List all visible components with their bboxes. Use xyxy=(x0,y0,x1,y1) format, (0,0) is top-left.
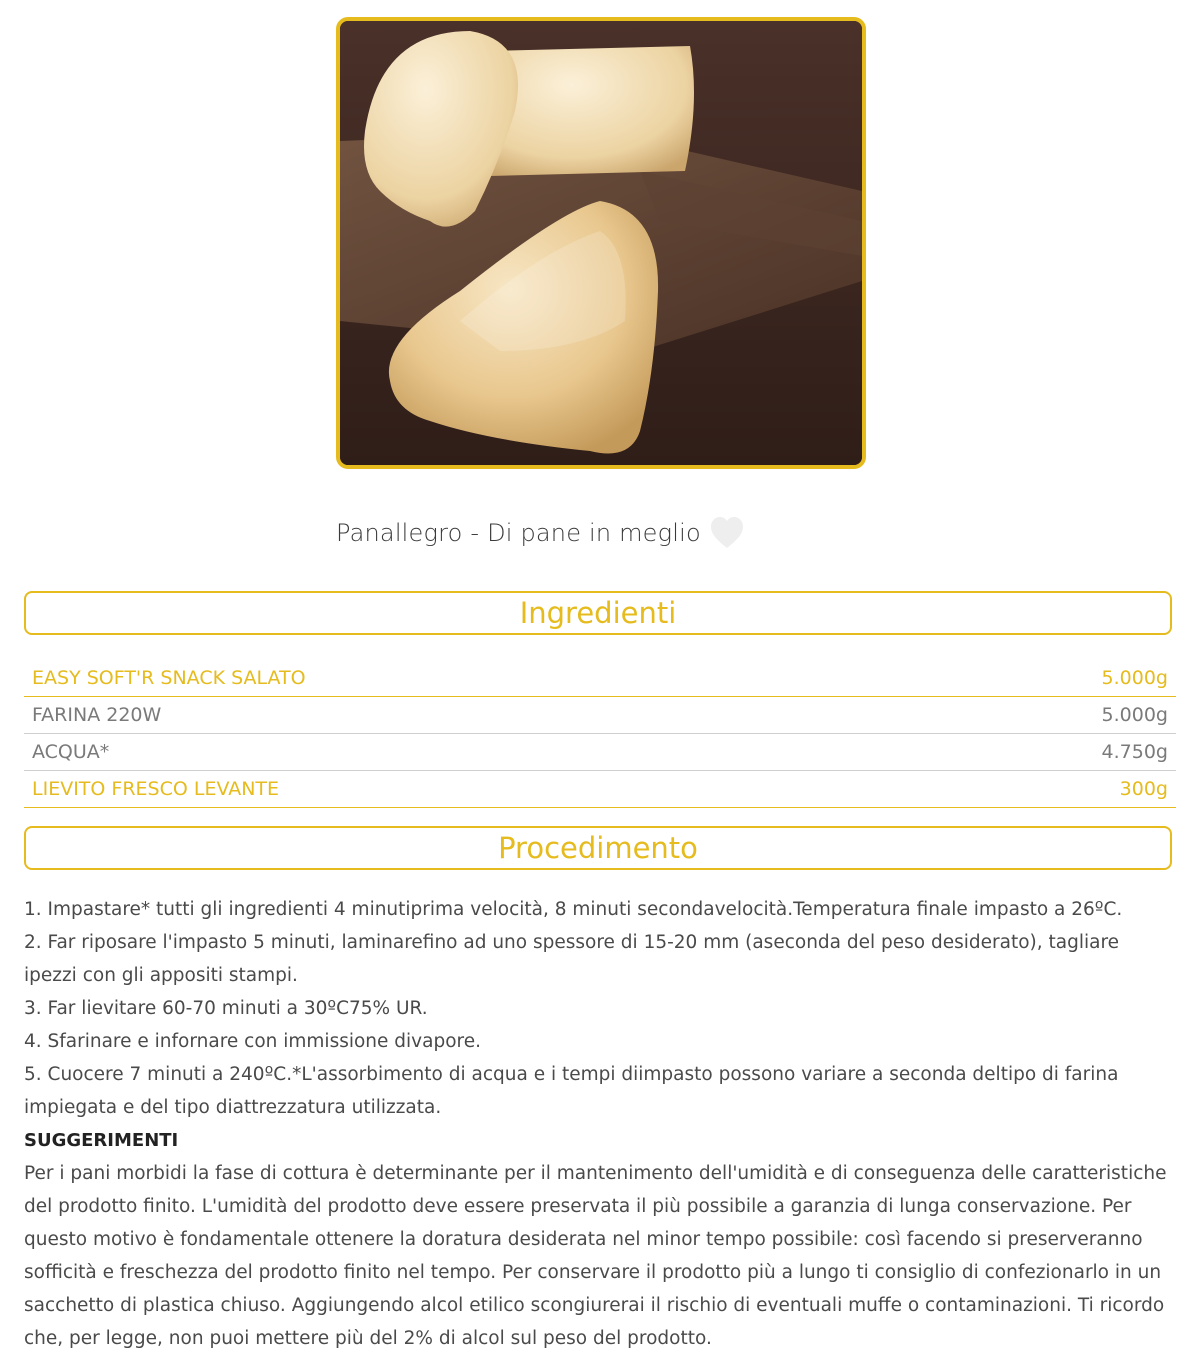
table-row xyxy=(24,771,1176,808)
ingredient-name: LIEVITO FRESCO LEVANTE xyxy=(32,778,280,800)
ingredient-qty: 5.000g xyxy=(1101,704,1168,726)
ingredients-table xyxy=(24,660,1176,808)
procedure-header: Procedimento xyxy=(24,826,1172,870)
ingredient-name: FARINA 220W xyxy=(32,704,162,726)
table-row xyxy=(24,697,1176,734)
procedure-step: 5. Cuocere 7 minuti a 240ºC.*L'assorbimento di acqua e i tempi diimpasto possono variare a seconda deltipo di farina impiegata e del tipo diattrezzatura utilizzata. xyxy=(24,1064,1119,1118)
procedure-step: 3. Far lievitare 60-70 minuti a 30ºC75% UR. xyxy=(24,998,428,1019)
procedure-step: 2. Far riposare l'impasto 5 minuti, laminarefino ad uno spessore di 15-20 mm (aseconda del peso desiderato), tagliare ipezzi con gli appositi stampi. xyxy=(24,932,1120,986)
procedure-step: 1. Impastare* tutti gli ingredienti 4 minutiprima velocità, 8 minuti secondavelocità.Temperatura finale impasto a 26ºC. xyxy=(24,899,1123,920)
table-row xyxy=(24,734,1176,771)
ingredient-name: ACQUA* xyxy=(32,741,110,763)
suggestions-text: Per i pani morbidi la fase di cottura è determinante per il mantenimento dell'umidità e di conseguenza delle caratteristiche del prodotto finito. L'umidità del prodotto deve essere preservata il più possibile a garanzia di lunga conservazione. Per questo motivo è fondamentale ottenere la doratura desiderata nel minor tempo possibile: così facendo si preserveranno sofficità e freschezza del prodotto finito nel tempo. Per conservare il prodotto più a lungo ti consiglio di confezionarlo in un sacchetto di plastica chiuso. Aggiungendo alcol etilico scongiurerai il rischio di eventuali muffe o contaminazioni. Ti ricordo che, per legge, non puoi mettere più del 2% di alcol sul peso del prodotto. xyxy=(24,1163,1167,1349)
procedure-step: 4. Sfarinare e infornare con immissione divapore. xyxy=(24,1031,481,1052)
suggestions-title: SUGGERIMENTI xyxy=(24,1130,179,1151)
ingredient-qty: 300g xyxy=(1119,778,1168,800)
page-title: Panallegro - Di pane in meglio xyxy=(336,519,701,547)
title-row xyxy=(336,512,745,554)
ingredient-qty: 4.750g xyxy=(1101,741,1168,763)
bread-image xyxy=(340,21,862,465)
table-row xyxy=(24,660,1176,697)
product-photo xyxy=(336,17,866,469)
ingredients-header: Ingredienti xyxy=(24,591,1172,635)
ingredient-name: EASY SOFT'R SNACK SALATO xyxy=(32,667,306,689)
procedure-body xyxy=(24,893,1174,1355)
heart-icon[interactable] xyxy=(709,515,745,551)
ingredient-qty: 5.000g xyxy=(1101,667,1168,689)
